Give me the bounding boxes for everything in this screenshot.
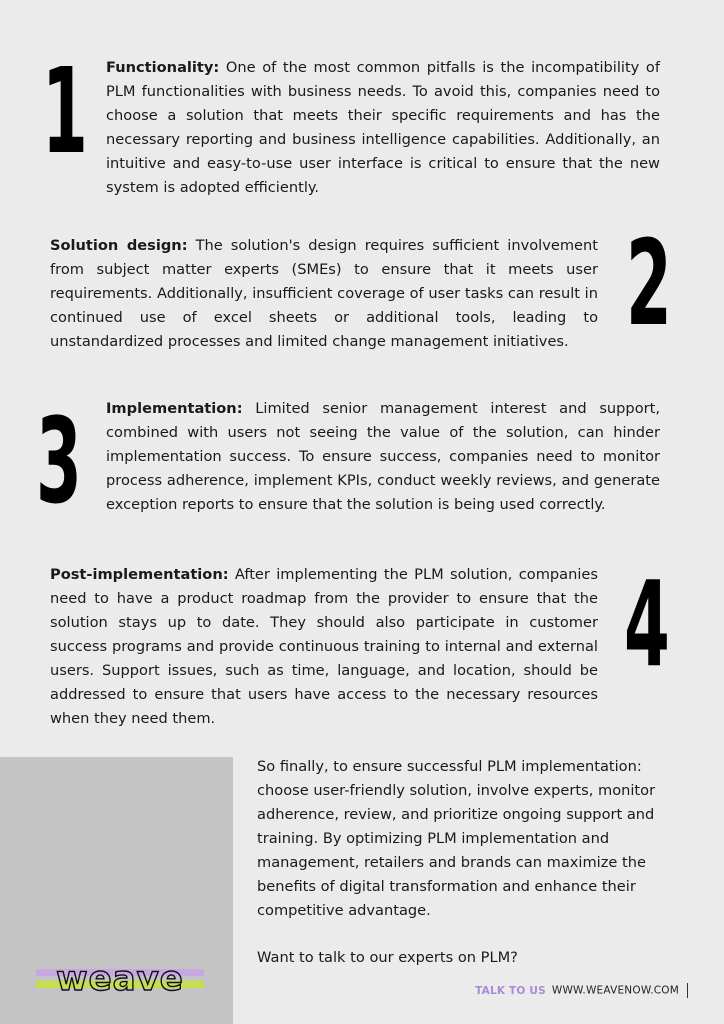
section-heading: Post-implementation: (50, 566, 229, 583)
section-solution-design (50, 234, 598, 354)
section-text: The solution's design requires sufficient involvement from subject matter experts (SMEs) to ensure that it meets user requirements. Additionally, insufficient coverage of user tasks can result in continued use of excel sheets or additional tools, leading to unstandardized processes and limited change management initiatives. (50, 237, 598, 350)
section-heading: Functionality: (106, 59, 220, 76)
section-heading: Implementation: (106, 400, 243, 417)
section-number-4: 4 (624, 555, 670, 693)
website-link[interactable]: WWW.WEAVENOW.COM (551, 984, 679, 997)
section-number-2: 2 (626, 214, 672, 352)
talk-to-us-label[interactable]: TALK TO US (475, 984, 546, 997)
conclusion-paragraph: So finally, to ensure successful PLM implementation: choose user-friendly solution, involve experts, monitor adherence, review, and prioritize ongoing support and training. By optimizing PLM implementation and management, retailers and brands can maximize the benefits of digital transformation and enhance their competitive advantage. (257, 758, 656, 919)
section-text: One of the most common pitfalls is the incompatibility of PLM functionalities with business needs. To avoid this, companies need to choose a solution that meets their specific requirements and has the necessary reporting and business intelligence capabilities. Additionally, an intuitive and easy-to-use user interface is critical to ensure that the new system is adopted efficiently. (106, 59, 660, 196)
section-text: Limited senior management interest and support, combined with users not seeing the value of the solution, can hinder implementation success. To ensure success, companies need to monitor process adherence, implement KPIs, conduct weekly reviews, and generate exception reports to ensure that the solution is being used correctly. (106, 400, 660, 513)
section-number-1: 1 (42, 42, 88, 180)
footer (475, 983, 688, 998)
cta-text: Want to talk to our experts on PLM? (257, 949, 518, 966)
section-functionality (106, 56, 660, 200)
weave-logo (34, 960, 206, 1000)
section-number-3: 3 (36, 392, 82, 530)
section-heading: Solution design: (50, 237, 188, 254)
footer-divider (687, 983, 688, 998)
section-text: After implementing the PLM solution, companies need to have a product roadmap from the provider to ensure that the solution stays up to date. They should also participate in customer success programs and provide continuous training to internal and external users. Support issues, such as time, language, and location, should be addressed to ensure that users have access to the necessary resources when they need them. (50, 566, 598, 727)
section-post-implementation (50, 563, 598, 731)
logo-wordmark: weave (56, 960, 184, 999)
section-implementation (106, 397, 660, 517)
